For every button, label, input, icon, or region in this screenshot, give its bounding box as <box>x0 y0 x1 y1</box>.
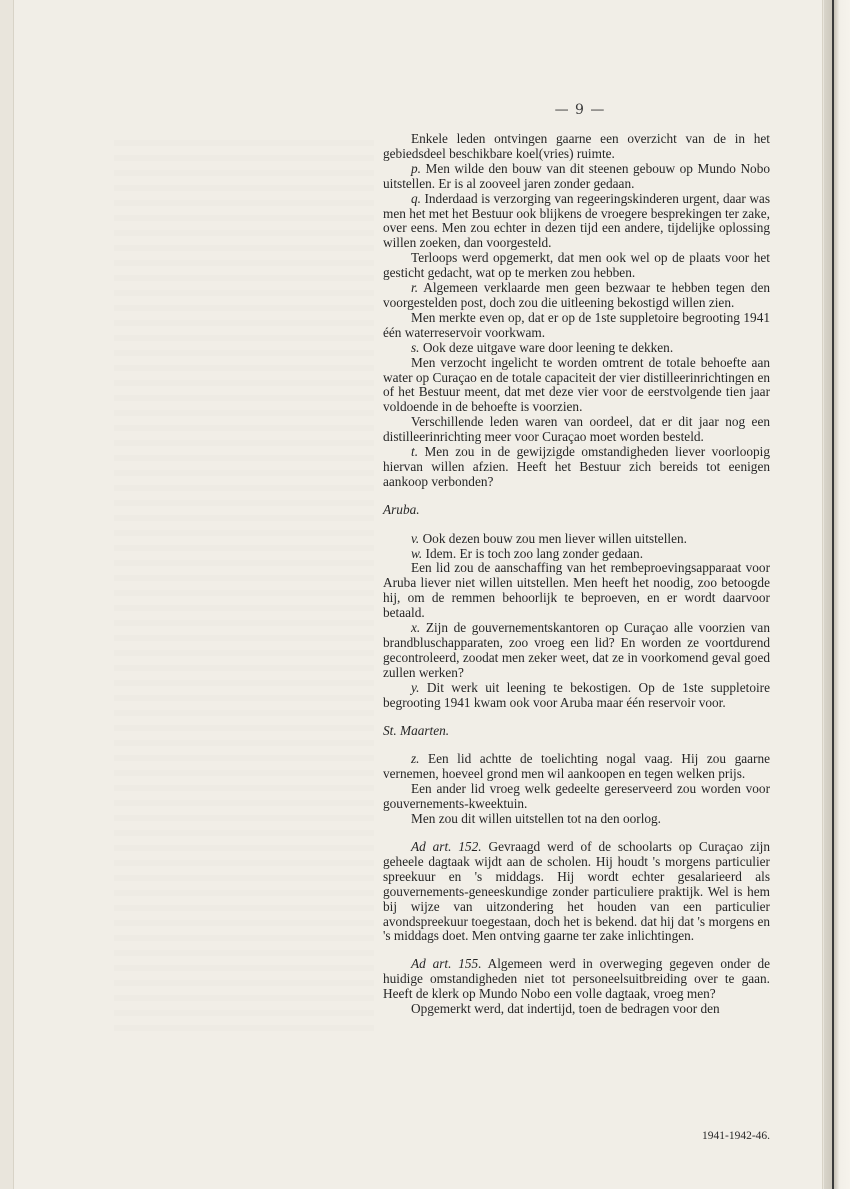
article-label: Ad art. 152. <box>411 838 482 854</box>
paragraph <box>383 281 770 311</box>
item-label: z. <box>411 751 420 767</box>
paragraph: Opgemerkt werd, dat indertijd, toen de bedragen voor den <box>411 1001 720 1017</box>
paragraph-text: Dit werk uit leening te bekostigen. Op de 1ste suppletoire begrooting 1941 kwam ook voor Aruba maar één reservoir voor. <box>383 679 770 710</box>
paragraph-text: Men wilde den bouw van dit steenen gebouw op Mundo Nobo uitstellen. Er is al zooveel jaren zonder gedaan. <box>383 160 770 191</box>
paragraph: Een ander lid vroeg welk gedeelte gereserveerd zou worden voor gouvernements-kweektuin. <box>383 781 770 812</box>
paragraph <box>383 341 770 356</box>
paragraph-text: Zijn de gouvernementskantoren op Curaçao alle voorzien van brandbluschapparaten, zoo vroeg een lid? En worden ze voortdurend gecontroleerd, zoodat men zeker weet, dat ze in voorkomend geval goed zullen werken? <box>383 620 770 680</box>
document-reference: 1941-1942-46. <box>702 1130 771 1142</box>
section-heading-aruba: Aruba. <box>383 501 420 517</box>
paragraph-text: Gevraagd werd of de schoolarts op Curaçao zijn geheele dagtaak wijdt aan de scholen. Hij houdt 's morgens particulier spreekuur en 's middags. Hij wordt echter gesalarieerd als gouvernements-geneeskundige zonder particuliere praktijk. Wel is hem bij wijze van uitzondering het houden van een particulier avondspreekuur toegestaan, doch het is bekend. dat hij dat 's morgens en 's middags doet. Men ontving gaarne ter zake inlichtingen. <box>383 838 770 944</box>
paragraph-text: Ook deze uitgave ware door leening te dekken. <box>419 339 674 355</box>
paragraph-text: Algemeen verklaarde men geen bezwaar te hebben tegen den voorgestelden post, doch zou die uitleening bekostigd willen zien. <box>383 280 770 310</box>
item-label: s. <box>411 339 420 355</box>
paragraph <box>383 957 770 1002</box>
paragraph-text: Men zou in de gewijzigde omstandigheden liever voorloopig hiervan willen afzien. Heeft het Bestuur zich bereids tot eenigen aankoop verbonden? <box>383 444 770 489</box>
bleed-through-shadow <box>114 140 374 1040</box>
paragraph <box>383 162 770 192</box>
paragraph-text: Algemeen werd in overweging gegeven onder de huidige omstandigheden niet tot personeelsuitbreiding over te gaan. Heeft de klerk op Mundo Nobo een volle dagtaak, vroeg men? <box>383 956 771 1002</box>
item-label: q. <box>411 190 421 206</box>
body-text <box>383 132 770 1017</box>
item-label: t. <box>411 444 419 460</box>
paragraph <box>383 532 770 547</box>
section-heading-st-maarten: St. Maarten. <box>383 722 450 738</box>
paragraph <box>383 621 770 681</box>
paragraph: Men verzocht ingelicht te worden omtrent de totale behoefte aan water op Curaçao en de totale capaciteit der vier distilleerinrichtingen en of het Bestuur meent, dat met deze vier voor de eerstvolgende tien jaar voldoende in de behoefte is voorzien. <box>383 354 770 415</box>
item-label: x. <box>411 620 421 636</box>
paragraph <box>383 840 770 944</box>
paragraph: Enkele leden ontvingen gaarne een overzicht van de in het gebiedsdeel beschikbare koel(vries) ruimte. <box>383 131 770 161</box>
paragraph <box>383 192 770 252</box>
item-label: w. <box>411 545 423 561</box>
paragraph-text: Idem. Er is toch zoo lang zonder gedaan. <box>422 545 644 561</box>
paragraph <box>383 681 770 711</box>
paragraph-text: Een lid achtte de toelichting nogal vaag. Hij zou gaarne vernemen, hoeveel grond men wil aankoopen en tegen welken prijs. <box>383 751 770 782</box>
article-label: Ad art. 155. <box>411 956 482 972</box>
paragraph-text: Inderdaad is verzorging van regeeringskinderen urgent, daar was men het met het Bestuur ook blijkens de vroegere besprekingen ter zake, over eens. Men zou echter in dezen tijd een andere, tijdelijke oplossing willen zoeken, dan voorgesteld. <box>383 190 770 251</box>
paragraph: Een lid zou de aanschaffing van het rembeproevingsapparaat voor Aruba liever niet willen uitstellen. Men heeft het noodig, zoo betoogde hij, om de remmen behoorlijk te beproeven, en er wordt daarvoor betaald. <box>383 560 770 621</box>
paragraph <box>383 752 770 782</box>
item-label: r. <box>411 280 419 296</box>
paragraph <box>383 445 770 490</box>
paragraph: Terloops werd opgemerkt, dat men ook wel op de plaats voor het gesticht gedacht, wat op te merken zou hebben. <box>383 250 770 281</box>
paragraph: Men merkte even op, dat er op de 1ste suppletoire begrooting 1941 één waterreservoir voorkwam. <box>383 309 770 340</box>
paragraph: Men zou dit willen uitstellen tot na den oorlog. <box>411 811 662 827</box>
item-label: v. <box>411 530 420 546</box>
paragraph-text: Ook dezen bouw zou men liever willen uitstellen. <box>419 530 687 546</box>
item-label: p. <box>411 160 421 176</box>
item-label: y. <box>411 679 420 695</box>
page-number: — 9 — <box>554 102 606 118</box>
page-edge <box>824 0 850 1189</box>
paragraph: Verschillende leden waren van oordeel, dat er dit jaar nog een distilleerinrichting meer voor Curaçao moet worden besteld. <box>383 414 770 445</box>
paragraph <box>383 547 770 562</box>
